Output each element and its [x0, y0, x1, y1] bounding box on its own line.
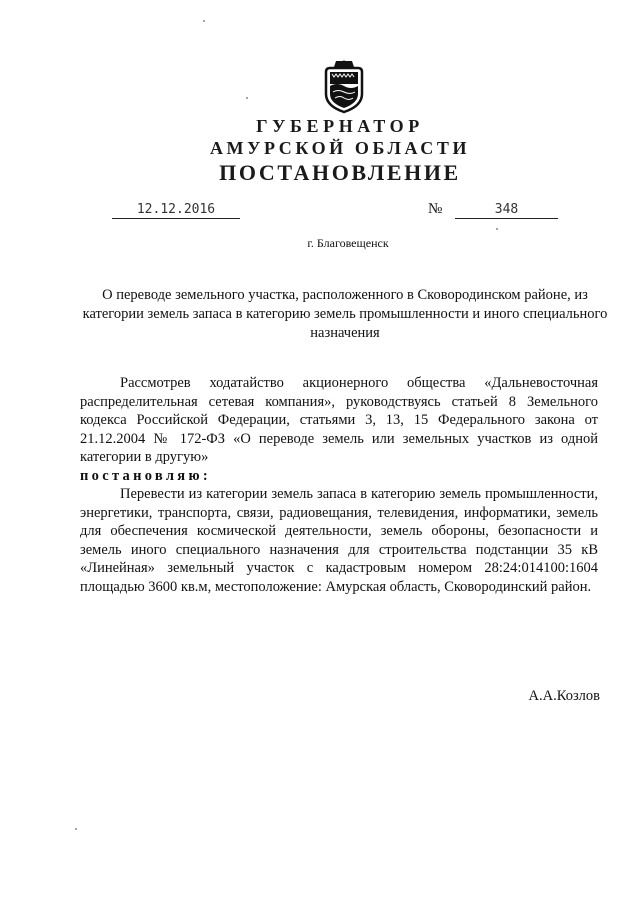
number-sign: №: [428, 201, 443, 217]
scan-speck: [496, 228, 498, 230]
document-body: [80, 374, 598, 596]
signatory-name: А.А.Козлов: [528, 688, 600, 704]
issuer-title-line2: АМУРСКОЙ ОБЛАСТИ: [209, 138, 471, 158]
coat-of-arms-icon: [322, 60, 366, 114]
scan-speck: [203, 20, 205, 22]
document-date: 12.12.2016: [112, 203, 240, 219]
issue-city: г. Благовещенск: [307, 236, 389, 250]
scan-speck: [75, 828, 77, 830]
document-number: 348: [455, 203, 558, 219]
document-subject: О переводе земельного участка, расположенного в Сковородинском районе, из категории земель запаса в категорию земель промышленности и иного специального назначения: [82, 287, 608, 341]
resolution-item: Перевести из категории земель запаса в категорию земель промышленности, энергетики, транспорта, связи, радиовещания, телевидения, информатики, земель для обеспечения космической деятельности, земель обороны, безопасности и земель иного специального назначения для строительства подстанции 35 кВ «Линейная» земельный участок с кадастровым номером 28:24:014100:1604 площадью 3600 кв.м, местоположение: Амурская область, Сковородинский район.: [80, 486, 598, 595]
scan-speck: [246, 97, 248, 99]
document-type-heading: ПОСТАНОВЛЕНИЕ: [219, 160, 461, 185]
resolve-word: постановляю:: [80, 467, 211, 484]
preamble-paragraph: Рассмотрев ходатайство акционерного общества «Дальневосточная распределительная сетевая компания», руководствуясь статьей 8 Земельного кодекса Российской Федерации, статьями 3, 13, 15 Федерального закона от 21.12.2004 № 172-ФЗ «О переводе земель или земельных участков из одной категории в другую»: [80, 375, 598, 465]
issuer-title-line1: ГУБЕРНАТОР: [256, 116, 424, 136]
